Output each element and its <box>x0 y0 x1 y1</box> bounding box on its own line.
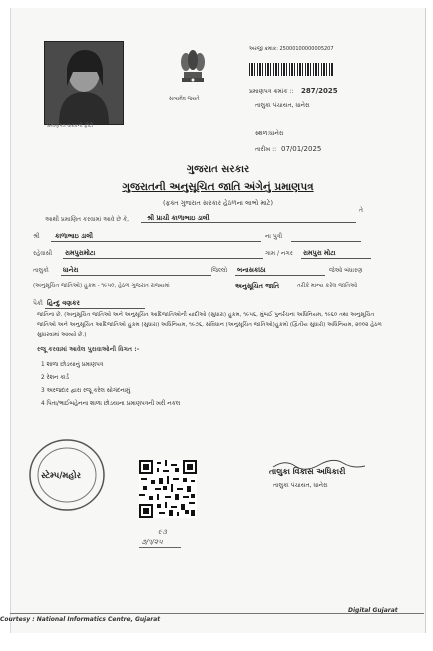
suffix-te: તે <box>359 207 363 214</box>
documents-list <box>41 362 180 414</box>
government-title: ગુજરાત સરકાર <box>186 164 250 175</box>
applicant-photo <box>44 41 124 125</box>
district-label: જિલ્લો <box>211 267 228 274</box>
residence-value: રામપુરામોટા <box>65 249 96 257</box>
stamp-text: સ્ટેમ્પ/મહોર <box>41 471 81 481</box>
courtesy-text: Courtesy : National Informatics Centre, Gujarat <box>0 616 161 623</box>
issuing-office: તાલુકા પંચાયત, ધાનેરા <box>255 102 310 109</box>
order-text: (અનુસૂચિત જાતિઓ) હુકમ - ૧૯૫૦, હેઠળ ગુજરાત રાજ્યમાં <box>33 283 170 289</box>
certificate-page <box>10 8 426 633</box>
photo-caption: પ્રમાણપત્ર ધારકનો ફોટો <box>47 123 94 129</box>
belongs-label: જેઓ બંધારણ <box>329 267 363 274</box>
caste-value: હિન્દુ વણકર <box>47 299 80 307</box>
document-item: 4 પિતા/ભાઈબહેનના શાળા છોડયાના પ્રમાણપત્રની ખરી નકલ <box>41 401 181 407</box>
residence-label: રહેવાસી <box>33 250 53 257</box>
document-item: 3 અરજદાર દ્વારા રજૂ કરેલ સોગંદનામું <box>41 388 131 394</box>
digital-gujarat-text: Digital Gujarat <box>348 607 398 614</box>
legal-paragraph: જાતિના છે. (અનુસૂચિત જાતિઓ અને અનુસૂચિત આદિજાતિઓની યાદીઓ (સુધારા) હુકમ, ૧૯૫૬, મુંબઈ પુનર્રચના અધિનિયમ, ૧૯૬૦ તથા અનુસૂચિત જાતિઓ અને અનુસૂચિત આદિજાતિઓ હુકમ (સુધારા) અધિનિયમ, ૧૯૭૬, સંવિધાન (અનુસૂચિત જાતિઓ)હુકમો (દ્વિતીય સુધારો) અધિનિયમ, ૨૦૦૨ હેઠળ સુધારવામાં આવ્યો છે.) <box>37 312 382 338</box>
caste-prefix: પૈકી <box>33 300 43 307</box>
handwritten-date: ૭/૧/૨૫ <box>141 538 163 546</box>
relation-label: ના પુત્રી <box>265 233 283 240</box>
national-emblem-icon <box>174 46 212 92</box>
taluka-label: તાલુકો <box>33 267 49 274</box>
applicant-name: શ્રી પ્રાચી કાળાભાઇ ડાલી <box>147 214 210 222</box>
verification-qr-code <box>139 460 197 518</box>
village-label: ગામ / નગર <box>265 250 293 257</box>
emblem-caption: સત્યમેવ જયતે <box>169 96 200 102</box>
document-item: 2 રેશન કાર્ડ <box>41 375 69 381</box>
documents-heading: રજૂ કરવામાં આવેલ પુરાવાઓની વિગત :- <box>37 346 140 353</box>
certificate-number-label: પ્રમાણપત્ર ક્રમાંક :: <box>249 88 294 95</box>
caste-category: અનુસૂચિત જાતિ <box>235 282 280 290</box>
district-value: બનાસકાંઠા <box>237 266 266 274</box>
document-item: 1 શાળા છોડયાનું પ્રમાણપત્ર <box>41 362 104 368</box>
portrait-image <box>45 42 123 124</box>
father-prefix: શ્રી <box>33 233 40 240</box>
certificate-title: ગુજરાતની અનુસૂચિત જાતિ અંગેનું પ્રમાણપત્ર <box>122 181 314 193</box>
officer-title: તાલુકા વિકાસ અધિકારી <box>269 467 346 476</box>
application-barcode <box>249 63 333 76</box>
issue-date: 07/01/2025 <box>281 145 322 153</box>
father-name: કાળાભાઇ ડાલી <box>55 232 94 240</box>
village-value: રામપુરા મોટા <box>303 249 336 257</box>
certificate-subtitle: (ફક્ત ગુજરાત સરકાર હેઠળના લાભો માટે) <box>163 199 273 207</box>
intro-text: આથી પ્રમાણિત કરવામાં આવે છે કે, <box>45 216 130 223</box>
handwritten-number: ૯૩ <box>158 528 167 536</box>
application-number: અરજી ક્રમાંક: 25000100000005207 <box>249 46 334 52</box>
recognized-text: તરીકે માન્ય કરેલ જાતિઓ <box>297 283 358 289</box>
certificate-number: 287/2025 <box>301 87 338 95</box>
date-label: તારીખ :: <box>255 146 277 153</box>
place-label: સ્થળ:ધાનેરા <box>255 130 284 137</box>
taluka-value: ધાનેરા <box>63 266 79 274</box>
officer-office: તાલુકા પંચાયત, ધાનેરા <box>273 482 328 489</box>
